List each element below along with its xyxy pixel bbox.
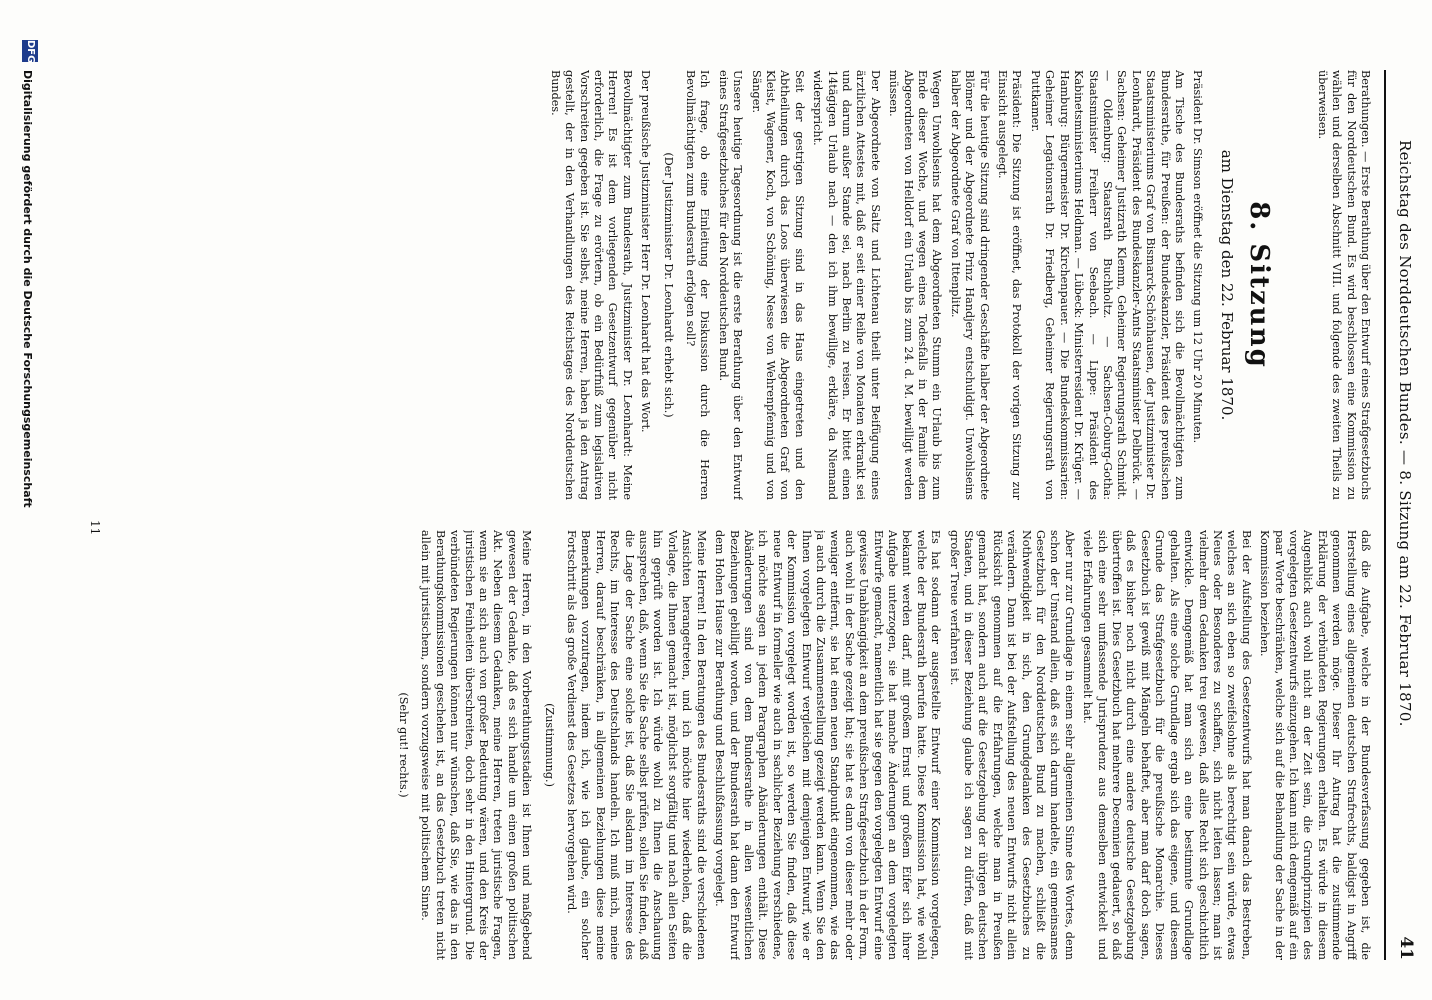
page-header — [1390, 70, 1420, 960]
page-number: 41 — [1396, 936, 1416, 960]
running-head: Reichstag des Norddeutschen Bundes. — 8. Sitzung am 22. Februar 1870. — [1396, 140, 1414, 727]
session-date: am Dienstag den 22. Februar 1870. — [1218, 149, 1237, 421]
right-column — [142, 530, 1372, 960]
paragraph: Meine Herren! In den Beratungen des Bundesraths sind die verschiedenen Ansichten herangetreten, und ich möchte hier wiederholen, daß die Vorlage, die Ihnen gemacht ist, möglichst sorgfältig und nach allen Seiten hin geprüft worden ist. Ich würde wohl zu Ihnen die Anschauung aussprechen, daß, wenn Sie die Sache selbst prüfen, sollen Sie finden, daß die Lage der Sache eine solche ist, daß Sie alsdann im Interesse des Rechts, im Interesse des Deutschlands handeln. Ich muß mich, meine Herren, darauf beschränken, in allgemeinen Beziehungen diese meine Bemerkungen vorzutragen, indem ich, wie ich glaube, ein solcher Fortschritt als das große Verdienst des Gesetzes hervorgehen wird. — [565, 530, 708, 960]
session-heading: 8. Sitzung — [1244, 201, 1275, 369]
paragraph: Seit der gestrigen Sitzung sind in das Haus eingetreten und den Abtheilungen durch das Loos überwiesen die Abgeordneten Graf von Kleist, Wagener, Koch, von Schöning, Nesse von Wehrenpfennig und von Sänger. — [749, 70, 806, 500]
stage-direction: (Zustimmung.) — [542, 703, 556, 787]
stage-direction: (Sehr gut! rechts.) — [397, 692, 410, 798]
paragraph: Für die heutige Sitzung sind dringender Geschäfte halber der Abgeordnete Blömer und der Abgeordnete Prinz Handjery entschuldigt. Unwohlseins halber der Abgeordnete Graf von Ittenplitz. — [948, 70, 991, 500]
header-rule — [1384, 70, 1386, 960]
paragraph: Bevollmächtigter zum Bundesrath, Justizminister Dr. Leonhardt: Meine Herren! Es ist dem vorliegenden Gesetzentwurf gegenüber nicht erforderlich, die Frage zu erörtern, ob ein Bedürfniß zum legislativen Vorschreiten gegeben ist. Sie selbst, meine Herren, haben ja den Antrag gestellt, der in den Verhandlungen des Reichstages des Norddeutschen Bundes. — [548, 70, 634, 500]
left-column — [142, 70, 1372, 500]
stage-direction: (Der Justizminister Dr. Leonhardt erhebt sich.) — [661, 152, 675, 418]
paragraph: Präsident: Die Sitzung ist eröffnet, das Protokoll der vorigen Sitzung zur Einsicht ausgelegt. — [996, 70, 1024, 500]
paragraph: Ich frage, ob eine Einleitung der Diskussion durch die Herren Bevollmächtigten zum Bundesrath erfolgen soll? — [683, 70, 712, 500]
paragraph: Unsere heutige Tagesordnung ist die erste Berathung über den Entwurf eines Strafgesetzbuches für den Norddeutschen Bund. — [716, 70, 745, 500]
paragraph: Bei der Aufstellung des Gesetzentwurfs hat man danach das Bestreben, welches an sich eben so zweifelsohne als berechtigt sein würde, etwas Neues oder Besonderes zu schaffen, sich nicht leiten lassen; man ist vielmehr dem Gedanken treu gewesen, daß alles Recht sich geschichtlich entwickle. Demgemäß hat man sich an eine bestimmte Grundlage gehalten. Als eine solche Grundlage ergab sich das eigene, und diesem Grunde das Strafgesetzbuch für die preußische Monarchie. Dieses Gesetzbuch ist gewiß mit Mängeln behaftet, aber man darf doch sagen, daß es bisher noch nicht durch eine andere deutsche Gesetzgebung übertroffen ist. Dies Gesetzbuch hat mehrere Decennien gedauert, so daß sich eine sehr umfassende Jurisprudenz aus demselben entwickelt und viele Erfahrungen gesammelt hat. — [1081, 530, 1253, 960]
intro-paragraph: Berathungen. — Erste Berathung über den Entwurf eines Strafgesetzbuchs für den Norddeutschen Bund. Es wird beschlossen eine Kommission zu wählen und derselben Abschnitt VIII. und folgende des zweiten Theils zu überweisen. — [1315, 70, 1372, 500]
bottom-page-number: 11 — [88, 520, 102, 536]
paragraph: Es hat sodann der ausgestellte Entwurf einer Kommission vorgelegen, welche der Bundesrath berufen hatte. Diese Kommission hat, wie wohl bekannt werden darf, mit großem Ernst und großem Eifer sich ihrer Aufgabe unterzogen, sie hat manche Änderungen an dem vorgelegten Entwurfe gemacht, namentlich hat sie gegen den vorgelegten Entwurf eine gewisse Unabhängigkeit an dem preußischen Strafgesetzbuch in der Form, auch wohl in der Sache gezeigt hat; sie hat es dann von dieser mehr oder weniger entfernt, sie hat einen neuen Standpunkt eingenommen, wie das ja auch durch die Zusammenstellung gezeigt werden kann. Wenn Sie den Ihnen vorgelegten Entwurf vergleichen mit demjenigen Entwurf, wie er der Kommission vorgelegt worden ist, so werden Sie finden, daß diese neue Entwurf in formeller wie auch in sachlicher Beziehung verschiedene, ich möchte sagen in jedem Paragraphen Abänderungen enthält. Diese Abänderungen sind von dem Bundesrathe in allen wesentlichen Beziehungen gebilligt worden, und der Bundesrath hat dann den Entwurf dem Hohen Hause zur Berathung und Beschlußfassung vorgelegt. — [713, 530, 943, 960]
paragraph: Präsident Dr. Simson eröffnet die Sitzung um 12 Uhr 20 Minuten. — [1191, 70, 1205, 444]
paragraph: Am Tische des Bundesraths befinden sich die Bevollmächtigten zum Bundesrathe, für Preußen: der Bundeskanzler, Präsident des preußischen Staatsministeriums Graf von Bismarck-Schönhausen, der Justizminister Dr. Leonhardt, Präsident des Bundeskanzler-Amts Staatsminister Delbrück. — Sachsen: Geheimer Justizrath Klemm, Geheimer Regierungsrath Schmidt. — Oldenburg: Staatsrath Buchholtz. — Sachsen-Coburg-Gotha: Staatsminister Freiherr von Seebach. — Lippe: Präsident des Kabinetsministeriums Heldman. — Lübeck: Ministerresident Dr. Krüger. — Hamburg: Bürgermeister Dr. Kirchenpauer. — Die Bundeskommissarien: Geheimer Legationsrath Dr. Friedberg, Geheimer Regierungsrath von Puttkamer. — [1028, 70, 1186, 500]
paragraph: Meine Herren, in den Vorberathungsstadien ist Ihnen und maßgebend gewesen der Gedanke, daß es sich handle um einen großen politischen Akt. Neben diesem Gedanken, meine Herren, treten juristische Fragen, wenn sie an sich auch von großer Bedeutung wären, und den Kreis der juristischen Feinheiten überschreiten, doch sehr in den Hintergrund. Die verbündeten Regierungen können nur wünschen, daß Sie, wie das in den Berathungskommissionen geschehen ist, an das Gesetzbuch treten nicht allein mit juristischem, sondern vorzugsweise mit politischem Sinne. — [419, 530, 534, 960]
dfg-logo-icon: DFG — [22, 40, 38, 62]
paragraph: Der preußische Justizminister Herr Dr. Leonhardt hat das Wort. — [639, 70, 653, 433]
digitization-credit: Digitalisierung gefördert durch die Deutsche Forschungsgemeinschaft — [21, 70, 34, 508]
paragraph: Wegen Unwohlseins hat dem Abgeordneten Stumm ein Urlaub bis zum Ende dieser Woche, und wegen eines Todesfalls in der Familie dem Abgeordneten von Helldorf ein Urlaub bis zum 24. d. M. bewilligt werden müssen. — [887, 70, 944, 500]
paragraph: Aber nur zur Grundlage in einem sehr allgemeinen Sinne des Wortes, denn schon der Umstand allein, daß es sich darum handelte, ein gemeinsames Gesetzbuch für den Norddeutschen Bund zu machen, schließt die Nothwendigkeit in sich, den Grundgedanken des Gesetzbuches zu verändern. Dann ist bei der Aufstellung des neuen Entwurfs nicht allein Rücksicht genommen auf die Erfahrungen, welche man in Preußen gemacht hat, sondern auch auf die Gesetzgebung der übrigen deutschen Staaten, und in dieser Beziehung glaube ich sagen zu dürfen, daß mit großer Treue verfahren ist. — [947, 530, 1076, 960]
paragraph: Der Abgeordnete von Saltz und Lichtenau theilt unter Beifügung eines ärztlichen Attestes mit, daß er seit einer Reihe von Monaten erkrankt sei und darum außer Stande sei, nach Berlin zu reisen. Er bittet einen 14tägigen Urlaub nach — den ich ihm bewillige, erkläre, da Niemand widerspricht. — [811, 70, 882, 500]
paragraph: daß die Aufgabe, welche in der Bundesverfassung gegeben ist, die Herstellung eines allgemeinen deutschen Strafrechts, baldigst in Angriff genommen werden möge. Dieser Ihr Antrag hat die zustimmende Erklärung der verbündeten Regierungen erhalten. Es würde in diesem Augenblick auch wohl nicht an der Zeit sein, die Grundprinzipien des vorgelegten Gesetzentwurfs einzugehen. Ich kann mich demgemäß auf ein paar Worte beschränken, welche sich auf die Behandlung der Sache in der Kommission beziehen. — [1258, 530, 1372, 960]
